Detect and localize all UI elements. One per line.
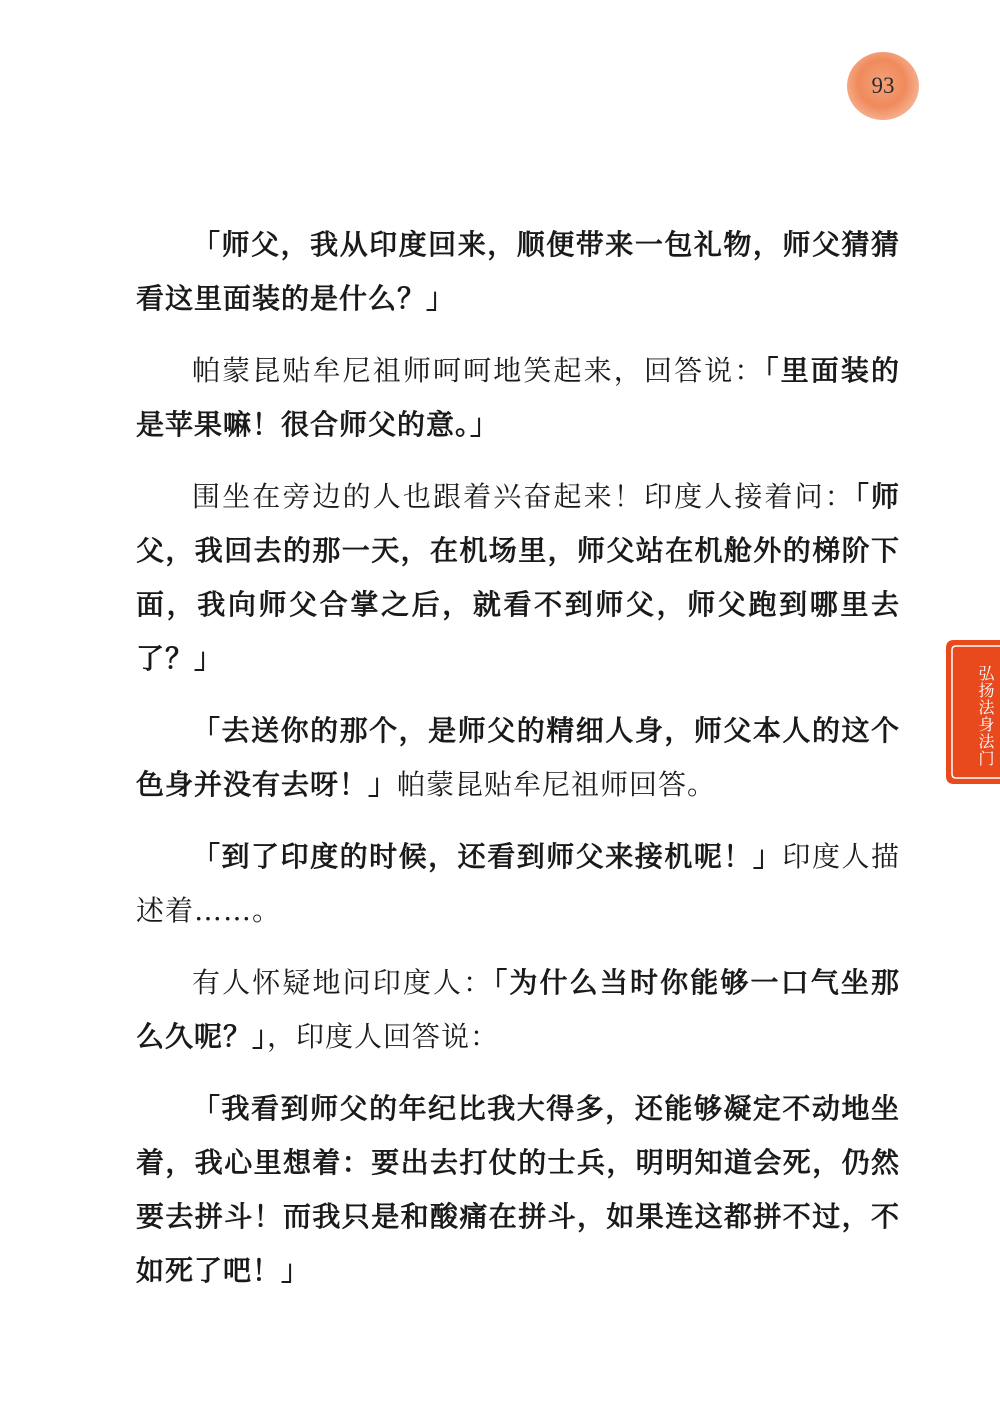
- narration-text: ，印度人回答说：: [267, 1020, 500, 1053]
- paragraph: [136, 470, 900, 686]
- speech-text: 「到了印度的时候，还看到师父来接机呢！」: [192, 840, 783, 873]
- paragraph: [136, 830, 900, 938]
- paragraph: [136, 704, 900, 812]
- paragraph: [136, 218, 900, 326]
- narration-text: 帕蒙昆贴牟尼祖师呵呵地笑起来，回答说：: [192, 354, 765, 387]
- speech-text: 「师父，我回去的那一天，在机场里，师父站在机舱外的梯阶下面，我向师父合掌之后，就看不到师父，师父跑到哪里去了？」: [136, 480, 900, 675]
- narration-text: 帕蒙昆贴牟尼祖师回答。: [397, 768, 717, 801]
- paragraph: [136, 344, 900, 452]
- chapter-side-tab: [946, 640, 1000, 784]
- page-number: 93: [871, 73, 895, 98]
- speech-text: 「里面装的是苹果嘛！很合师父的意。」: [136, 354, 900, 441]
- paragraph: [136, 956, 900, 1064]
- speech-text: 「去送你的那个，是师父的精细人身，师父本人的这个色身并没有去呀！」: [136, 714, 900, 801]
- paragraph: [136, 1082, 900, 1298]
- narration-text: 围坐在旁边的人也跟着兴奋起来！印度人接着问：: [192, 480, 855, 513]
- page-number-badge: [847, 52, 919, 120]
- narration-text: 印度人描述着……。: [136, 840, 900, 927]
- speech-text: 「为什么当时你能够一口气坐那么久呢？」: [136, 966, 900, 1053]
- speech-text: 「我看到师父的年纪比我大得多，还能够凝定不动地坐着，我心里想着：要出去打仗的士兵，明明知道会死，仍然要去拼斗！而我只是和酸痛在拼斗，如果连这都拼不过，不如死了吧！」: [136, 1092, 900, 1287]
- body-text: [136, 218, 900, 1316]
- narration-text: 有人怀疑地问印度人：: [192, 966, 494, 999]
- speech-text: 「师父，我从印度回来，顺便带来一包礼物，师父猜猜看这里面装的是什么？」: [136, 228, 900, 315]
- side-tab-label: 弘扬法身法门: [976, 665, 995, 767]
